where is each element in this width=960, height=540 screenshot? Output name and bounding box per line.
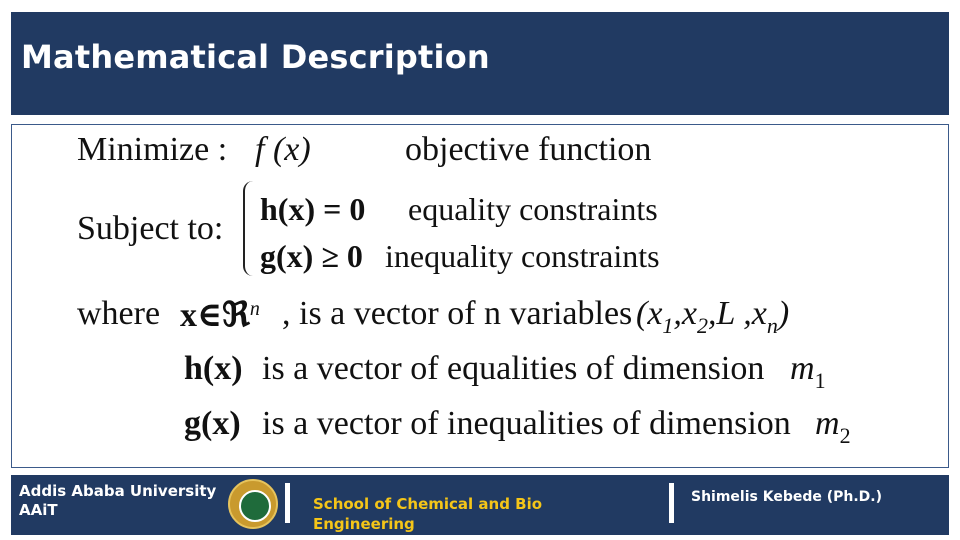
footer-bar [11,475,949,535]
where-expression [180,295,260,335]
variables-tuple [636,295,789,339]
minimize-label: Minimize : [77,131,228,168]
g-vector-description: is a vector of inequalities of dimension [262,405,791,442]
logo-emblem [239,490,271,522]
where-label: where [77,295,161,332]
constraint-brace [243,181,257,276]
vars-open: (x [636,295,663,332]
vars-mid-1: ,x [673,295,698,332]
equality-description: equality constraints [408,191,658,227]
school-name: School of Chemical and Bio Engineering [313,495,543,533]
footer-divider-left [285,483,290,523]
inequality-description: inequality constraints [385,238,660,274]
g-dimension [815,405,851,449]
university-name: Addis Ababa University [19,482,217,500]
slide-title: Mathematical Description [21,38,490,76]
objective-expr-text: f (x) [255,131,311,168]
objective-expression [255,131,311,169]
institute-name: AAiT [19,501,58,519]
h-vector-description: is a vector of equalities of dimension [262,350,765,387]
university-logo-icon [228,479,278,529]
objective-description: objective function [405,131,652,168]
vars-close: ) [777,295,790,332]
h-dim-m: m [790,350,815,387]
author-name: Shimelis Kebede (Ph.D.) [691,489,883,505]
h-vector-expression: h(x) [184,350,243,387]
footer-divider-right [669,483,674,523]
vars-mid-2: ,L ,x [708,295,767,332]
vars-sub-2: 2 [697,312,709,338]
equality-expression: h(x) = 0 [260,191,366,227]
where-description: , is a vector of n variables [282,295,633,332]
g-dim-sub: 2 [839,422,851,448]
where-superscript: n [249,298,260,320]
vars-sub-n: n [766,312,778,338]
g-dim-m: m [815,405,840,442]
inequality-expression: g(x) ≥ 0 [260,238,363,274]
title-bar [11,12,949,115]
subject-to-label: Subject to: [77,210,224,247]
footer-institution [19,482,216,520]
vars-sub-1: 1 [662,312,674,338]
g-vector-expression: g(x) [184,405,241,442]
h-dim-sub: 1 [814,367,826,393]
h-dimension [790,350,826,394]
where-expr-text: x∈ℜ [180,297,250,334]
